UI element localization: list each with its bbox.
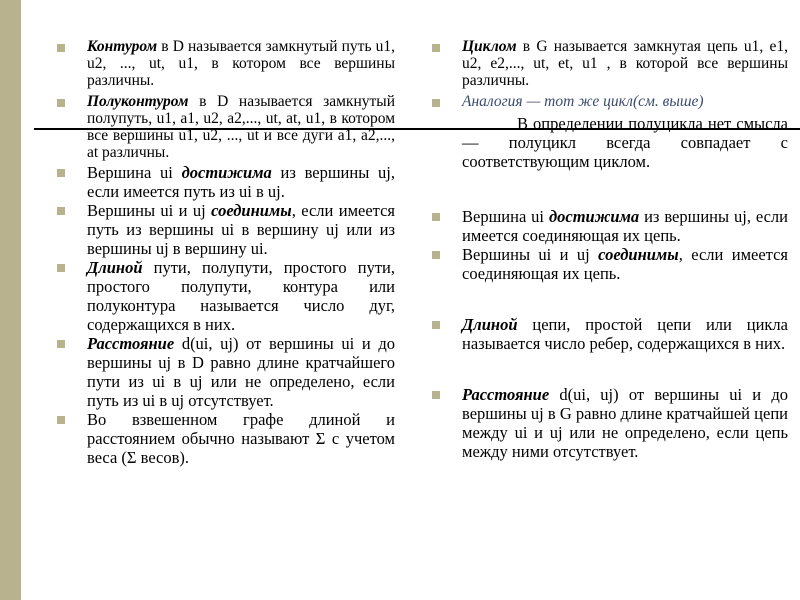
item-pre: Вершины ui и uj <box>462 245 599 264</box>
left-column <box>57 38 395 467</box>
list-item <box>432 93 788 110</box>
item-text: из вершины uj, если имеется путь из ui в uj. <box>87 163 395 201</box>
term: достижима <box>181 163 272 182</box>
bullet-icon <box>432 213 440 221</box>
list-item <box>432 315 788 353</box>
right-column <box>432 38 788 461</box>
left-accent-bar <box>0 0 21 600</box>
list-item <box>57 201 395 258</box>
term: Длиной <box>462 315 518 334</box>
list-item <box>432 207 788 245</box>
bullet-icon <box>432 391 440 399</box>
item-pre: Вершины ui и uj <box>87 201 212 220</box>
item-text: , если имеется соединяющая их цепь. <box>462 245 788 283</box>
item-text: пути, полупути, простого пути, простого полупути, контура или полуконтура называется число дуг, содержащихся в них. <box>87 258 395 334</box>
analogy-note: Аналогия — тот же цикл(см. выше) <box>462 93 704 110</box>
list-item <box>432 245 788 283</box>
bullet-icon <box>57 340 65 348</box>
list-item <box>57 93 395 161</box>
list-item <box>57 163 395 201</box>
item-text: d(ui, uj) от вершины ui и до вершины uj в D равно длине кратчайшего пути из ui в uj или не определено, если путь из ui в uj отсутствует. <box>87 334 395 410</box>
item-text: Во взвешенном графе длиной и расстоянием обычно называют Σ с учетом веса (Σ весов). <box>87 410 395 467</box>
item-pre: Вершина ui <box>462 207 549 226</box>
list-item <box>57 410 395 467</box>
bullet-icon <box>57 169 65 177</box>
bullet-icon <box>57 44 65 52</box>
list-item <box>57 334 395 410</box>
bullet-icon <box>432 99 440 107</box>
list-item <box>57 258 395 334</box>
bullet-icon <box>57 99 65 107</box>
item-text: в D называется замкнутый полупуть, u1, a1, u2, a2,..., ut, at, u1, в котором все вершины u1, u2, ..., ut и все дуги a1, a2,..., at различны. <box>87 93 395 161</box>
term: Циклом <box>462 38 517 55</box>
bullet-icon <box>57 264 65 272</box>
paragraph <box>432 114 788 171</box>
bullet-icon <box>432 251 440 259</box>
item-text: в D называется замкнутый путь u1, u2, ..., ut, u1, в котором все вершины различны. <box>87 38 395 89</box>
list-item <box>57 38 395 89</box>
list-item <box>432 385 788 461</box>
item-text: d(ui, uj) от вершины ui и до вершины uj в G равно длине кратчайшей цепи между ui и uj или не определено, если цепь между ними отсутствует. <box>462 385 788 461</box>
item-text: из вершины uj, если имеется соединяющая их цепь. <box>462 207 788 245</box>
term: соединимы <box>598 245 679 264</box>
bullet-icon <box>57 416 65 424</box>
list-item <box>432 38 788 89</box>
bullet-icon <box>432 44 440 52</box>
item-text: , если имеется путь из вершины ui в вершину uj или из вершины uj в вершину ui. <box>87 201 395 258</box>
item-text: В определении полуцикла нет смысла — полуцикл всегда совпадает с соответствующим циклом. <box>462 114 788 171</box>
term: Контуром <box>87 38 158 55</box>
term: соединимы <box>211 201 292 220</box>
bullet-icon <box>57 207 65 215</box>
term: достижима <box>548 207 640 226</box>
item-text: цепи, простой цепи или цикла называется число ребер, содержащихся в них. <box>462 315 788 353</box>
bullet-icon <box>432 321 440 329</box>
term: Расстояние <box>87 334 175 353</box>
item-text: в G называется замкнутая цепь u1, e1, u2, e2,..., ut, et, u1 , в которой все вершины различны. <box>462 38 788 89</box>
term: Полуконтуром <box>87 93 189 110</box>
term: Расстояние <box>462 385 550 404</box>
item-pre: Вершина ui <box>87 163 182 182</box>
term: Длиной <box>87 258 143 277</box>
